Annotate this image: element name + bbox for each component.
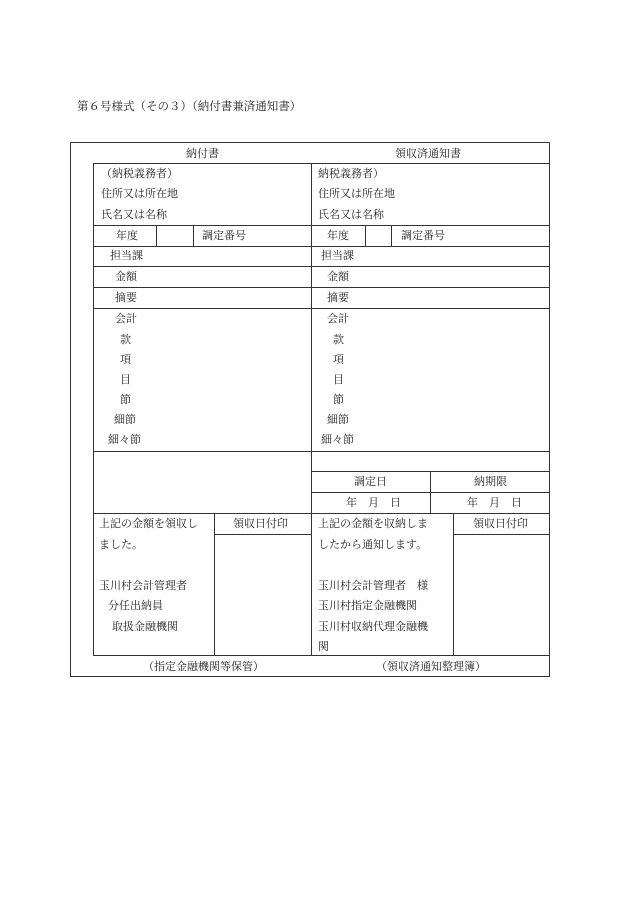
right-header: 領収済通知書 [395,147,461,160]
left-header: 納付書 [186,147,219,160]
right-payer-label: 納税義務者） [318,167,384,180]
right-treasurer: 玉川村会計管理者 様 [318,579,428,592]
left-assessment-no-label: 調定番号 [202,229,246,242]
due-date-value: 年 月 日 [467,496,522,509]
right-amount-label: 金額 [327,270,349,283]
left-accounting-label: 会計 [115,312,137,325]
right-agent-bank-2: 関 [318,640,329,653]
left-dept-label: 担当課 [110,249,143,262]
right-subsection-label: 節 [333,393,344,406]
right-assessment-no-label: 調定番号 [401,229,445,242]
left-footer: （指定金融機関等保管） [143,660,264,673]
left-receipt-text-2: ました。 [99,538,143,551]
left-year-label: 年度 [116,229,138,242]
right-receipt-stamp-label: 領収日付印 [473,517,528,530]
right-designated-bank: 玉川村指定金融機関 [318,599,417,612]
left-amount-label: 金額 [115,270,137,283]
right-section-label: 款 [333,333,344,346]
right-subdetail-label: 細々節 [321,433,354,446]
left-subdetail-label: 細々節 [108,433,141,446]
right-item-label: 項 [333,353,344,366]
right-notice-text-2: したから通知します。 [318,538,428,551]
right-detail-label: 細節 [327,413,349,426]
assessment-date-label: 調定日 [354,475,387,488]
left-summary-label: 摘要 [115,291,137,304]
left-section-label: 款 [120,333,131,346]
right-dept-label: 担当課 [321,249,354,262]
left-branch-officer: 分任出納員 [108,599,163,612]
right-accounting-label: 会計 [327,312,349,325]
assessment-date-value: 年 月 日 [346,496,401,509]
left-receipt-stamp-label: 領収日付印 [233,517,288,530]
due-date-label: 納期限 [474,475,507,488]
right-category-label: 目 [333,373,344,386]
right-footer: （領収済通知整理簿） [376,660,486,673]
right-name-label: 氏名又は名称 [318,208,384,221]
form-title: 第６号様式（その３）（納付書兼済通知書） [77,99,302,113]
left-handling-bank: 取扱金融機関 [112,620,178,633]
right-address-label: 住所又は所在地 [318,187,395,200]
left-item-label: 項 [120,353,131,366]
right-agent-bank-1: 玉川村収納代理金融機 [318,620,428,633]
left-treasurer: 玉川村会計管理者 [99,579,187,592]
left-name-label: 氏名又は名称 [101,208,167,221]
right-year-label: 年度 [327,229,349,242]
left-receipt-text-1: 上記の金額を領収し [99,517,198,530]
right-notice-text-1: 上記の金額を収納しま [318,517,428,530]
left-category-label: 目 [120,373,131,386]
left-address-label: 住所又は所在地 [101,187,178,200]
right-summary-label: 摘要 [327,291,349,304]
left-detail-label: 細節 [114,413,136,426]
left-subsection-label: 節 [120,393,131,406]
left-payer-label: （納税義務者） [101,167,178,180]
